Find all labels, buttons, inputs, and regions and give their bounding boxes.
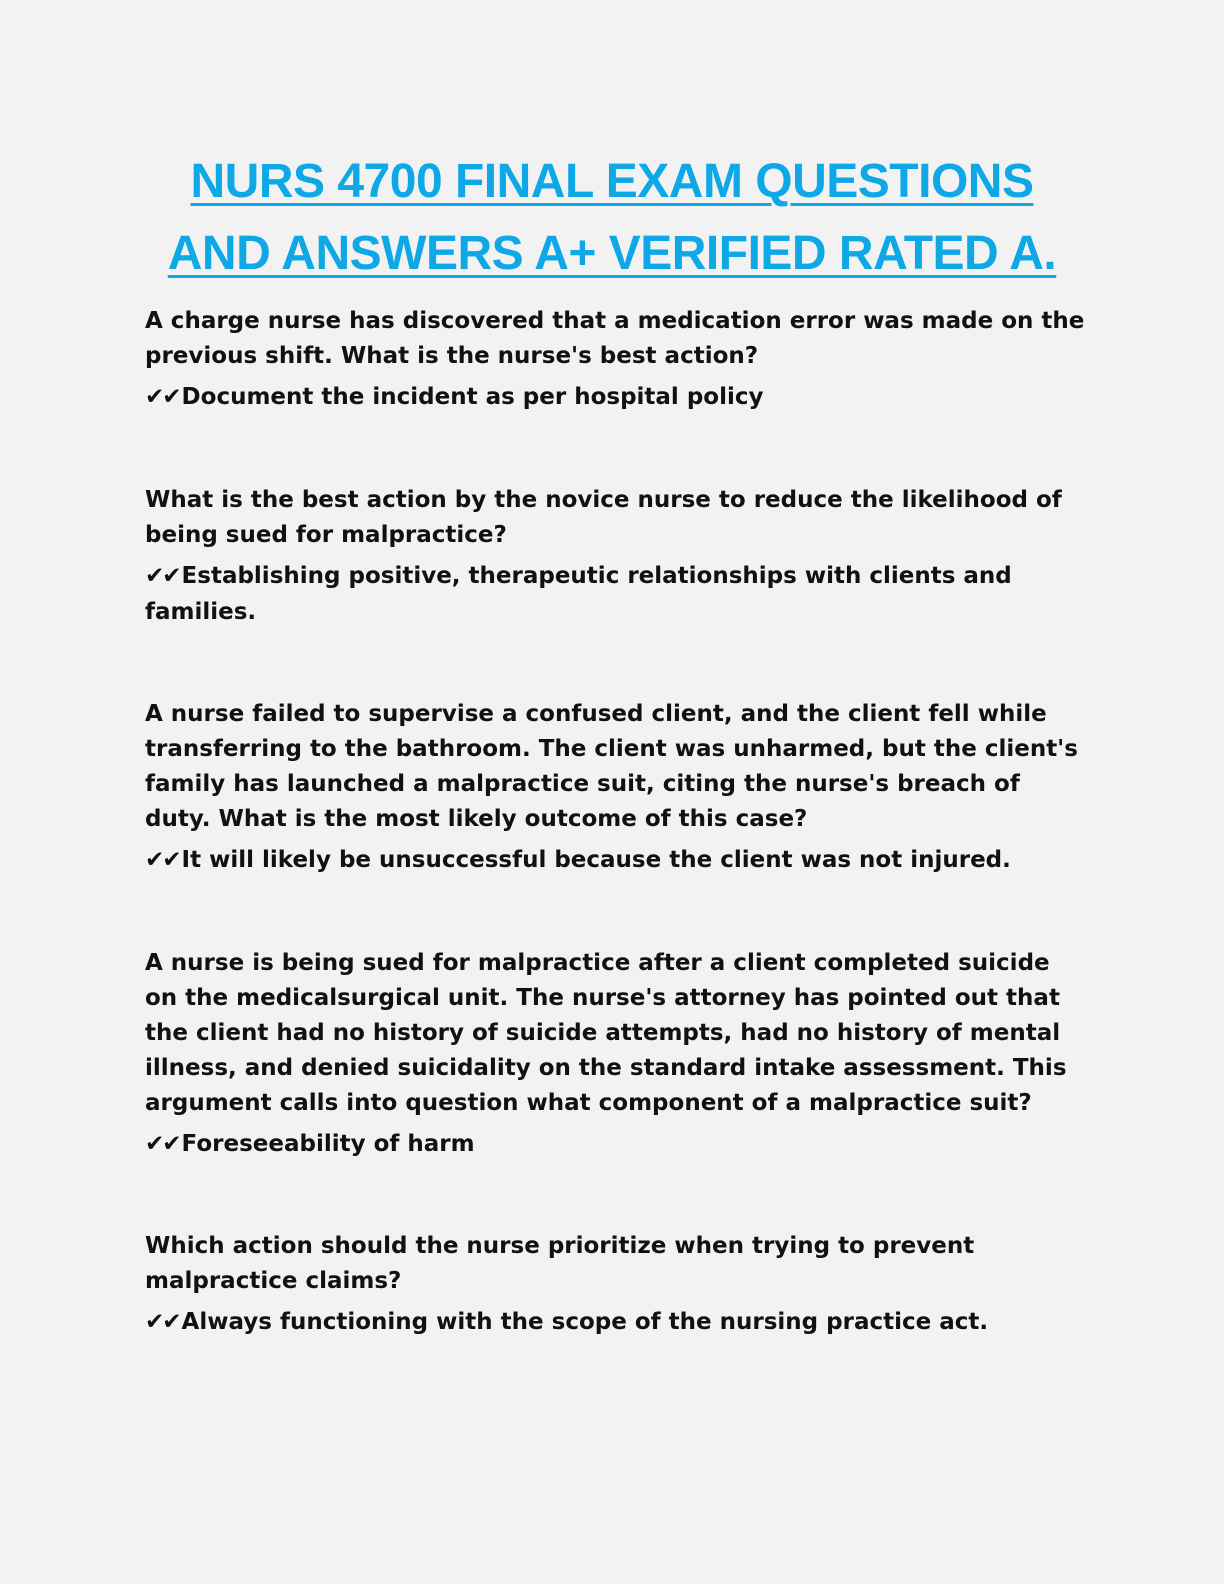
answer-value: Establishing positive, therapeutic relationships with clients and families. [145, 563, 1012, 625]
answer-text [145, 1304, 1085, 1340]
qa-item [145, 483, 1085, 630]
qa-item [145, 304, 1085, 415]
title-line-1: NURS 4700 FINAL EXAM QUESTIONS [190, 155, 1034, 208]
answer-text [145, 558, 1085, 630]
qa-item [145, 946, 1085, 1162]
answer-value: Foreseeability of harm [181, 1131, 475, 1157]
question-text: A nurse is being sued for malpractice after a client completed suicide on the medicalsurgical unit. The nurse's attorney has pointed out that the client had no history of suicide attempts, had no history of mental illness, and denied suicidality on the standard intake assessment. This argument calls into question what component of a malpractice suit? [145, 950, 1067, 1116]
answer-value: Always functioning with the scope of the nursing practice act. [181, 1309, 989, 1335]
check-icon: ✔✔ [145, 563, 180, 589]
answer-value: It will likely be unsuccessful because the client was not injured. [181, 847, 1011, 873]
question-text: A charge nurse has discovered that a medication error was made on the previous shift. What is the nurse's best action? [145, 308, 1085, 369]
qa-item [145, 1229, 1085, 1340]
question-text: A nurse failed to supervise a confused client, and the client fell while transferring to the bathroom. The client was unharmed, but the client's family has launched a malpractice suit, citing the nurse's breach of duty. What is the most likely outcome of this case? [145, 701, 1078, 832]
check-icon: ✔✔ [145, 1131, 180, 1157]
check-icon: ✔✔ [145, 847, 180, 873]
answer-text [145, 842, 1085, 878]
document-title [0, 146, 1224, 290]
qa-item [145, 697, 1085, 878]
answer-value: Document the incident as per hospital policy [181, 384, 764, 410]
answer-text [145, 379, 1085, 415]
question-text: What is the best action by the novice nurse to reduce the likelihood of being sued for malpractice? [145, 487, 1062, 548]
check-icon: ✔✔ [145, 384, 180, 410]
title-line-2: AND ANSWERS A+ VERIFIED RATED A. [167, 227, 1057, 280]
check-icon: ✔✔ [145, 1309, 180, 1335]
answer-text [145, 1126, 1085, 1162]
question-text: Which action should the nurse prioritize when trying to prevent malpractice claims? [145, 1233, 975, 1294]
